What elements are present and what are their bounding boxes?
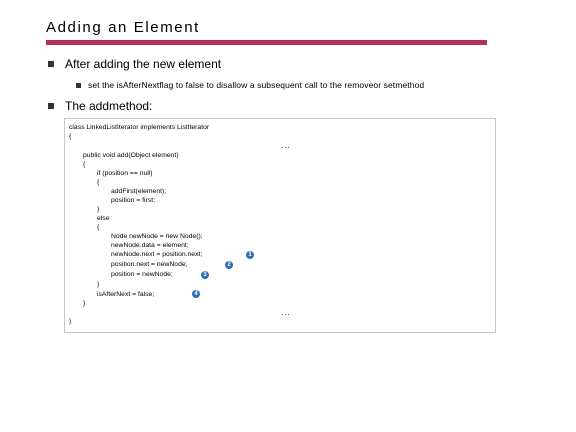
code-line: position.next = newNode; — [111, 261, 188, 268]
code-line: Node newNode = new Node(); — [111, 233, 203, 240]
callout-marker-4: 4 — [192, 290, 200, 298]
code-line: if (position == null) — [97, 170, 153, 177]
code-ellipsis-top: ... — [281, 141, 291, 150]
code-line: position = first; — [111, 197, 156, 204]
code-line: } — [97, 206, 100, 213]
callout-marker-1: 1 — [246, 251, 254, 259]
code-line: newNode.next = position.next; — [111, 251, 203, 258]
code-line: else — [97, 215, 110, 222]
code-listing — [64, 118, 496, 333]
code-ellipsis-bottom: ... — [281, 308, 291, 317]
code-line: public void add(Object element) — [83, 152, 179, 159]
callout-marker-2: 2 — [225, 261, 233, 269]
bullet-1-subtext: set the isAfterNextflag to false to disallow a subsequent call to the removeor setmethod — [88, 80, 425, 90]
code-line: { — [97, 224, 100, 231]
code-line: newNode.data = element; — [111, 242, 189, 249]
bullet-marker-1 — [48, 61, 54, 67]
code-line: } — [83, 300, 86, 307]
bullet-1-text: After adding the new element — [65, 57, 222, 71]
code-line: addFirst(element); — [111, 188, 167, 195]
sub-bullet-marker — [76, 83, 81, 88]
code-line: isAfterNext = false; — [97, 291, 155, 298]
code-line: } — [97, 281, 100, 288]
title-underline — [46, 40, 487, 45]
code-line: class LinkedListIterator implements ListIterator — [69, 124, 210, 131]
code-line: } — [69, 318, 72, 325]
code-line: { — [83, 161, 86, 168]
code-line: { — [97, 179, 100, 186]
code-line: position = newNode; — [111, 271, 173, 278]
slide-title: Adding an Element — [46, 19, 200, 36]
callout-marker-3: 3 — [201, 271, 209, 279]
bullet-2-text: The addmethod: — [65, 99, 153, 113]
code-line: { — [69, 133, 72, 140]
bullet-marker-2 — [48, 103, 54, 109]
